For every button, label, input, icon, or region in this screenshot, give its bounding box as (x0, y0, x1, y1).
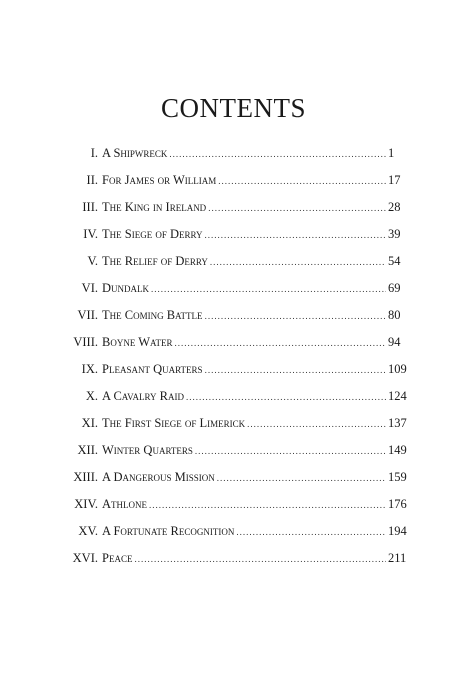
chapter-page-number: 17 (388, 173, 401, 187)
chapter-page-number: 69 (388, 281, 401, 295)
dot-leader (205, 307, 386, 325)
dot-leader (208, 199, 386, 217)
toc-entry[interactable] (0, 198, 467, 216)
chapter-page-number: 159 (388, 470, 407, 484)
toc-entry[interactable] (0, 495, 467, 513)
chapter-page-number: 137 (388, 416, 407, 430)
chapter-title: Athlone (102, 497, 148, 511)
chapter-page-number: 80 (388, 308, 401, 322)
chapter-numeral: XVI. (72, 551, 98, 565)
toc-entry[interactable] (0, 549, 467, 567)
chapter-title: The Relief of Derry (102, 254, 208, 268)
chapter-title: Boyne Water (102, 335, 173, 349)
dot-leader (247, 415, 386, 433)
chapter-title: A Shipwreck (102, 146, 168, 160)
dot-leader (151, 280, 386, 298)
chapter-title: The Siege of Derry (102, 227, 203, 241)
chapter-numeral: XIV. (74, 497, 98, 511)
chapter-title: Pleasant Quarters (102, 362, 203, 376)
chapter-numeral: IX. (81, 362, 98, 376)
chapter-numeral: VI. (81, 281, 98, 295)
page-title: CONTENTS (161, 93, 306, 123)
chapter-numeral: IV. (83, 227, 98, 241)
dot-leader (236, 523, 386, 541)
toc-entry[interactable] (0, 441, 467, 459)
chapter-numeral: XIII. (73, 470, 98, 484)
chapter-numeral: XV. (78, 524, 98, 538)
toc-entry[interactable] (0, 468, 467, 486)
chapter-numeral: VIII. (73, 335, 98, 349)
chapter-page-number: 28 (388, 200, 401, 214)
chapter-page-number: 176 (388, 497, 407, 511)
dot-leader (210, 253, 386, 271)
chapter-page-number: 194 (388, 524, 407, 538)
chapter-title: A Dangerous Mission (102, 470, 215, 484)
toc-entry[interactable] (0, 306, 467, 324)
toc-entry[interactable] (0, 360, 467, 378)
toc-entry[interactable] (0, 387, 467, 405)
chapter-title: Dundalk (102, 281, 150, 295)
chapter-numeral: XI. (81, 416, 98, 430)
chapter-page-number: 149 (388, 443, 407, 457)
dot-leader (175, 334, 386, 352)
chapter-title: A Fortunate Recognition (102, 524, 235, 538)
dot-leader (205, 361, 386, 379)
chapter-numeral: XII. (77, 443, 98, 457)
dot-leader (186, 388, 386, 406)
chapter-title: A Cavalry Raid (102, 389, 184, 403)
chapter-page-number: 94 (388, 335, 401, 349)
toc-entry[interactable] (0, 171, 467, 189)
chapter-page-number: 211 (388, 551, 407, 565)
dot-leader (134, 550, 386, 568)
chapter-title: The Coming Battle (102, 308, 203, 322)
toc-entry[interactable] (0, 279, 467, 297)
chapter-numeral: III. (82, 200, 98, 214)
toc-entry[interactable] (0, 144, 467, 162)
dot-leader (218, 172, 386, 190)
chapter-numeral: V. (87, 254, 98, 268)
toc-entry[interactable] (0, 522, 467, 540)
toc-entry[interactable] (0, 414, 467, 432)
dot-leader (217, 469, 386, 487)
dot-leader (169, 145, 386, 163)
toc-entry[interactable] (0, 225, 467, 243)
dot-leader (205, 226, 387, 244)
chapter-numeral: I. (90, 146, 98, 160)
chapter-title: The First Siege of Limerick (102, 416, 246, 430)
chapter-numeral: X. (85, 389, 98, 403)
chapter-title: For James or William (102, 173, 217, 187)
toc-entry[interactable] (0, 333, 467, 351)
chapter-page-number: 54 (388, 254, 401, 268)
chapter-numeral: II. (86, 173, 98, 187)
chapter-title: The King in Ireland (102, 200, 207, 214)
chapter-page-number: 109 (388, 362, 407, 376)
chapter-page-number: 124 (388, 389, 407, 403)
dot-leader (195, 442, 386, 460)
chapter-title: Winter Quarters (102, 443, 193, 457)
chapter-page-number: 1 (388, 146, 395, 160)
chapter-title: Peace (102, 551, 133, 565)
toc-entry[interactable] (0, 252, 467, 270)
chapter-page-number: 39 (388, 227, 401, 241)
dot-leader (149, 496, 386, 514)
chapter-numeral: VII. (77, 308, 98, 322)
